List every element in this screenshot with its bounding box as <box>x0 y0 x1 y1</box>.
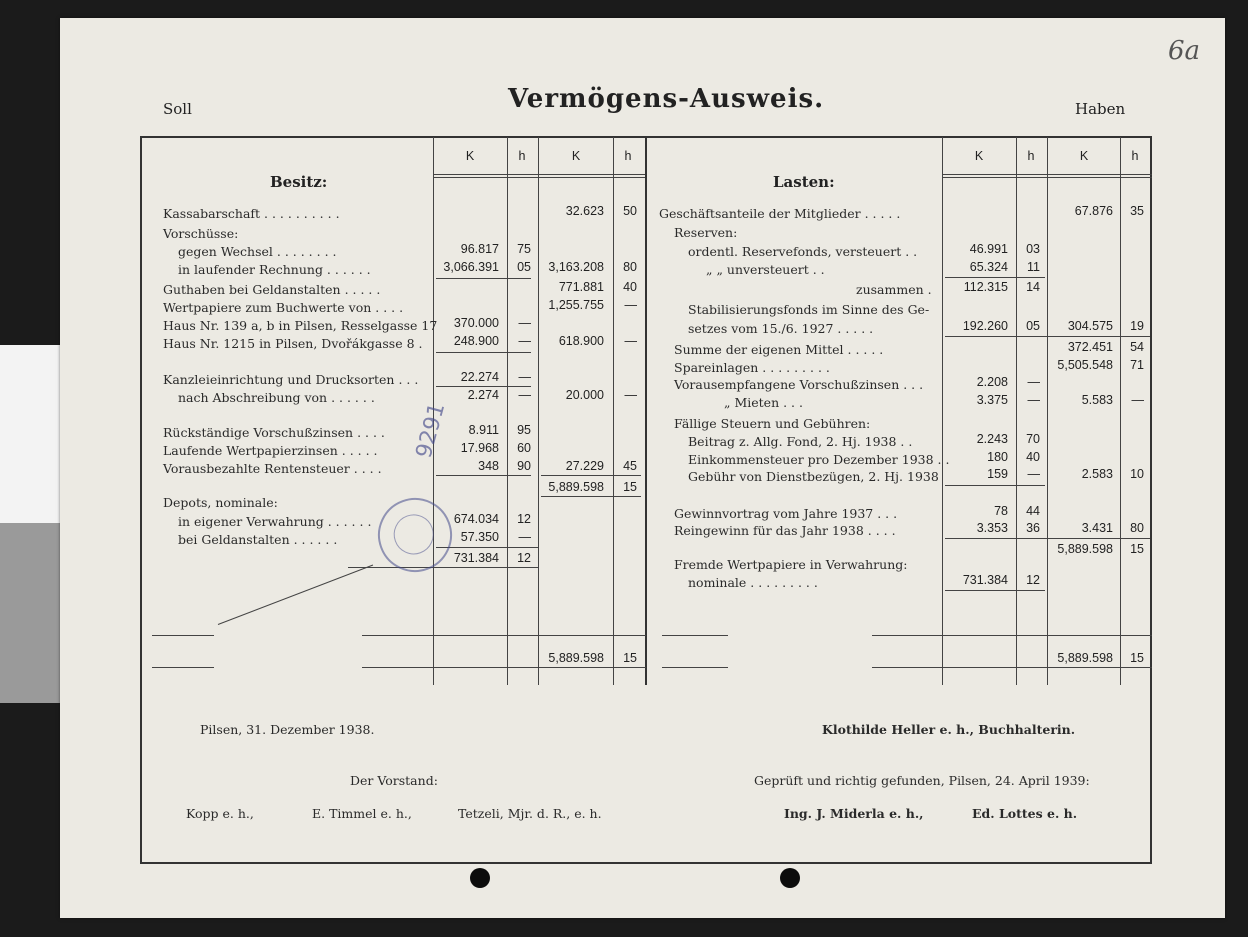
fill-rule <box>152 635 214 636</box>
sum-rule <box>436 386 531 387</box>
signature-board-3: Tetzeli, Mjr. d. R., e. h. <box>458 806 602 821</box>
ledger-cents: 05 <box>1026 319 1040 333</box>
ledger-subtotal: 731.384 <box>453 551 499 565</box>
ledger-cents: — <box>518 334 531 348</box>
ledger-value: 46.991 <box>969 242 1008 256</box>
sum-rule <box>945 336 1150 337</box>
header-rule <box>433 174 645 175</box>
sum-rule <box>436 278 531 279</box>
ledger-label: Vorausempfangene Vorschußzinsen . . . <box>674 377 924 392</box>
background-card-grey <box>0 523 60 703</box>
col-rule <box>538 137 539 685</box>
ledger-label: Laufende Wertpapierzinsen . . . . . <box>163 443 378 458</box>
ledger-label: Einkommensteuer pro Dezember 1938 . . <box>688 452 950 467</box>
ledger-value: 1,255.755 <box>548 298 604 312</box>
ledger-value: 27.229 <box>565 459 604 473</box>
ledger-cents: 45 <box>623 459 637 473</box>
sum-rule <box>348 567 539 568</box>
ledger-label: Gewinnvortrag vom Jahre 1937 . . . <box>674 506 898 521</box>
ledger-label: zusammen . <box>856 282 932 297</box>
ledger-cents: 11 <box>1027 260 1040 274</box>
ledger-subtotal: 5,889.598 <box>1057 542 1113 556</box>
fill-rule <box>362 667 646 668</box>
ledger-value: 2.243 <box>976 432 1008 446</box>
ledger-cents: — <box>518 370 531 384</box>
ledger-cents: 40 <box>623 280 637 294</box>
header-rule <box>433 177 645 178</box>
ledger-label: Fremde Wertpapiere in Verwahrung: <box>674 557 908 572</box>
ledger-cents: — <box>518 530 531 544</box>
left-grand-total-cents: 15 <box>623 651 637 665</box>
ledger-label: Guthaben bei Geldanstalten . . . . . <box>163 282 381 297</box>
ledger-label: in laufender Rechnung . . . . . . <box>178 262 371 277</box>
col-header-k: K <box>571 149 581 163</box>
ledger-cents: — <box>624 298 637 312</box>
ledger-cents: 12 <box>517 512 531 526</box>
ledger-cents: — <box>1027 393 1040 407</box>
ledger-value: 2.274 <box>467 388 499 402</box>
col-header-h: h <box>1131 149 1139 163</box>
col-rule <box>613 137 614 685</box>
ledger-cents: — <box>518 316 531 330</box>
sum-rule <box>945 277 1045 278</box>
col-rule <box>1120 137 1121 685</box>
fill-rule <box>662 635 728 636</box>
ledger-label: „ Mieten . . . <box>724 395 803 410</box>
ledger-cents: — <box>624 388 637 402</box>
pencil-annotation: 9291 <box>411 400 451 461</box>
col-header-k: K <box>465 149 475 163</box>
ledger-value: 3.375 <box>976 393 1008 407</box>
ledger-label: nominale . . . . . . . . . <box>688 575 818 590</box>
header-soll: Soll <box>163 100 192 118</box>
ledger-label: „ „ unversteuert . . <box>706 262 825 277</box>
ledger-label: Kanzleieinrichtung und Drucksorten . . . <box>163 372 419 387</box>
ledger-value: 3.431 <box>1081 521 1113 535</box>
board-label: Der Vorstand: <box>350 773 438 788</box>
ledger-label: Spareinlagen . . . . . . . . . <box>674 360 830 375</box>
fill-rule <box>662 667 728 668</box>
ledger-cents: 12 <box>517 551 531 565</box>
ledger-value: 248.900 <box>453 334 499 348</box>
sum-rule <box>945 485 1045 486</box>
ledger-label: Kassabarschaft . . . . . . . . . . <box>163 206 340 221</box>
ledger-label: Stabilisierungsfonds im Sinne des Ge- <box>688 302 930 317</box>
ledger-value: 348 <box>478 459 499 473</box>
col-header-k: K <box>974 149 984 163</box>
header-haben: Haben <box>1075 100 1126 118</box>
col-rule <box>1047 137 1048 685</box>
ledger-label: gegen Wechsel . . . . . . . . <box>178 244 337 259</box>
ledger-cents: 40 <box>1026 450 1040 464</box>
punch-hole <box>470 868 490 888</box>
ledger-value: 20.000 <box>565 388 604 402</box>
ledger-value: 65.324 <box>969 260 1008 274</box>
sum-rule <box>945 590 1045 591</box>
ledger-cents: 50 <box>623 204 637 218</box>
ledger-cents: 75 <box>517 242 531 256</box>
ledger-label: Summe der eigenen Mittel . . . . . <box>674 342 884 357</box>
punch-hole <box>780 868 800 888</box>
ledger-cents: 35 <box>1130 204 1144 218</box>
sum-rule <box>945 538 1150 539</box>
ledger-cents: — <box>1131 393 1144 407</box>
bookkeeper-signature: Klothilde Heller e. h., Buchhalterin. <box>822 722 1076 737</box>
ledger-label: Wertpapiere zum Buchwerte von . . . . <box>163 300 404 315</box>
ledger-cents: 10 <box>1130 467 1144 481</box>
ledger-label: Haus Nr. 1215 in Pilsen, Dvořákgasse 8 . <box>163 336 423 351</box>
audit-statement: Geprüft und richtig gefunden, Pilsen, 24. April 1939: <box>754 773 1090 788</box>
ledger-label: in eigener Verwahrung . . . . . . <box>178 514 372 529</box>
col-rule <box>942 137 943 685</box>
ledger-subtotal: 5,889.598 <box>548 480 604 494</box>
ledger-value: 192.260 <box>962 319 1008 333</box>
ledger-value: 3,066.391 <box>443 260 499 274</box>
ledger-label: Rückständige Vorschußzinsen . . . . <box>163 425 385 440</box>
ledger-cents: 70 <box>1026 432 1040 446</box>
ledger-label: Beitrag z. Allg. Fond, 2. Hj. 1938 . . <box>688 434 913 449</box>
ledger-value: 57.350 <box>460 530 499 544</box>
ledger-value: 3.353 <box>976 521 1008 535</box>
ledger-label: Reingewinn für das Jahr 1938 . . . . <box>674 523 896 538</box>
col-header-k: K <box>1079 149 1089 163</box>
ledger-cents: — <box>1027 467 1040 481</box>
fill-rule <box>152 667 214 668</box>
ledger-value: 5.583 <box>1081 393 1113 407</box>
ledger-cents: 54 <box>1130 340 1144 354</box>
ledger-value: 159 <box>987 467 1008 481</box>
fill-rule <box>872 667 1152 668</box>
ledger-cents: 80 <box>1130 521 1144 535</box>
header-rule <box>942 177 1152 178</box>
ledger-cents: 44 <box>1026 504 1040 518</box>
ledger-value: 372.451 <box>1067 340 1113 354</box>
ledger-cents: — <box>1027 375 1040 389</box>
page-title: Vermögens-Ausweis. <box>508 84 825 114</box>
ledger-value: 8.911 <box>468 423 499 437</box>
page-number: 6a <box>1168 36 1201 66</box>
col-rule <box>507 137 508 685</box>
header-rule <box>942 174 1152 175</box>
ledger-value: 2.583 <box>1081 467 1113 481</box>
place-date: Pilsen, 31. Dezember 1938. <box>200 722 375 737</box>
ledger-value: 67.876 <box>1074 204 1113 218</box>
ledger-value: 17.968 <box>460 441 499 455</box>
ledger-value: 96.817 <box>460 242 499 256</box>
ledger-value: 180 <box>987 450 1008 464</box>
ledger-value: 304.575 <box>1067 319 1113 333</box>
ledger-value: 370.000 <box>453 316 499 330</box>
ledger-cents: 60 <box>517 441 531 455</box>
signature-auditor-1: Ing. J. Miderla e. h., <box>784 806 924 821</box>
section-title-liabilities: Lasten: <box>773 173 835 191</box>
col-header-h: h <box>1027 149 1035 163</box>
center-rule <box>645 137 647 685</box>
ledger-cents: 36 <box>1026 521 1040 535</box>
left-grand-total: 5,889.598 <box>548 651 604 665</box>
ledger-cents: 15 <box>1130 542 1144 556</box>
ledger-label: Gebühr von Dienstbezügen, 2. Hj. 1938 <box>688 469 939 484</box>
ledger-label: Reserven: <box>674 225 738 240</box>
ledger-label: Vorschüsse: <box>163 226 239 241</box>
ledger-value: 22.274 <box>460 370 499 384</box>
ledger-cents: 71 <box>1130 358 1144 372</box>
ledger-label: setzes vom 15./6. 1927 . . . . . <box>688 321 874 336</box>
sum-rule <box>436 475 531 476</box>
ledger-value: 112.315 <box>963 280 1008 294</box>
signature-board-2: E. Timmel e. h., <box>312 806 412 821</box>
fill-rule <box>362 635 646 636</box>
col-header-h: h <box>518 149 526 163</box>
background-card-white <box>0 345 60 523</box>
ledger-cents: 12 <box>1026 573 1040 587</box>
ledger-cents: — <box>624 334 637 348</box>
ledger-label: Haus Nr. 139 a, b in Pilsen, Resselgasse 17 <box>163 318 438 333</box>
right-grand-total: 5,889.598 <box>1057 651 1113 665</box>
ledger-cents: 05 <box>517 260 531 274</box>
ledger-label: Geschäftsanteile der Mitglieder . . . . . <box>659 206 901 221</box>
ledger-value: 5,505.548 <box>1057 358 1113 372</box>
ledger-cents: 90 <box>517 459 531 473</box>
ledger-value: 731.384 <box>962 573 1008 587</box>
col-header-h: h <box>624 149 632 163</box>
ledger-label: Vorausbezahlte Rentensteuer . . . . <box>163 461 382 476</box>
ledger-value: 618.900 <box>558 334 604 348</box>
sum-rule <box>541 496 641 497</box>
right-grand-total-cents: 15 <box>1130 651 1144 665</box>
ledger-value: 3,163.208 <box>548 260 604 274</box>
ledger-label: Depots, nominale: <box>163 495 278 510</box>
ledger-cents: 95 <box>517 423 531 437</box>
signature-auditor-2: Ed. Lottes e. h. <box>972 806 1078 821</box>
ledger-cents: 03 <box>1026 242 1040 256</box>
ledger-value: 32.623 <box>565 204 604 218</box>
ledger-label: Fällige Steuern und Gebühren: <box>674 416 871 431</box>
ledger-value: 2.208 <box>976 375 1008 389</box>
ledger-value: 78 <box>994 504 1008 518</box>
ledger-cents: 14 <box>1026 280 1040 294</box>
ledger-cents: 15 <box>623 480 637 494</box>
ledger-cents: 19 <box>1130 319 1144 333</box>
sum-rule <box>541 475 641 476</box>
sum-rule <box>436 547 539 548</box>
ledger-value: 674.034 <box>453 512 499 526</box>
sum-rule <box>436 352 531 353</box>
ledger-value: 771.881 <box>558 280 604 294</box>
ledger-label: ordentl. Reservefonds, versteuert . . <box>688 244 918 259</box>
ledger-label: nach Abschreibung von . . . . . . <box>178 390 375 405</box>
section-title-assets: Besitz: <box>270 173 328 191</box>
signature-board-1: Kopp e. h., <box>186 806 254 821</box>
ledger-cents: 80 <box>623 260 637 274</box>
fill-rule <box>872 635 1152 636</box>
col-rule <box>1016 137 1017 685</box>
ledger-cents: — <box>518 388 531 402</box>
ledger-label: bei Geldanstalten . . . . . . <box>178 532 338 547</box>
